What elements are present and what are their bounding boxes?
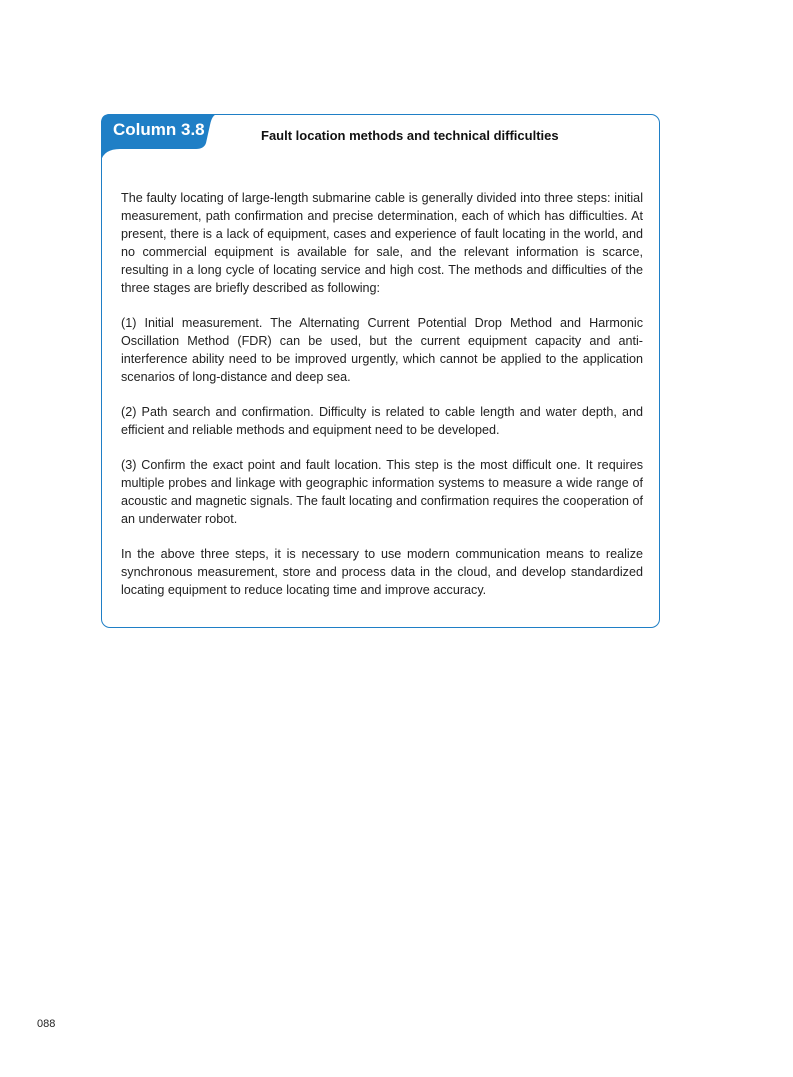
paragraph: (1) Initial measurement. The Alternating Current Potential Drop Method and Harmonic Oscillation Method (FDR) can be used, but the current equipment capacity and anti-interference ability need to be improved urgently, which cannot be applied to the application scenarios of long-distance and deep sea. [121, 316, 643, 384]
column-label: Column 3.8 [113, 120, 205, 139]
paragraph: (3) Confirm the exact point and fault location. This step is the most difficult one. It requires multiple probes and linkage with geographic information systems to measure a wide range of acoustic and magnetic signals. The fault locating and confirmation requires the cooperation of an underwater robot. [121, 458, 643, 526]
paragraph: In the above three steps, it is necessary to use modern communication means to realize synchronous measurement, store and process data in the cloud, and develop standardized locating equipment to reduce locating time and improve accuracy. [121, 547, 643, 597]
page-number: 088 [37, 1018, 56, 1030]
column-title: Fault location methods and technical difficulties [261, 128, 559, 143]
paragraph: (2) Path search and confirmation. Difficulty is related to cable length and water depth, and efficient and reliable methods and equipment need to be developed. [121, 405, 643, 437]
column-body [121, 189, 643, 616]
paragraph: The faulty locating of large-length submarine cable is generally divided into three steps: initial measurement, path confirmation and precise determination, each of which has difficulties. At present, there is a lack of equipment, cases and experience of fault locating in the world, and no commercial equipment is available for sale, and the relevant information is scarce, resulting in a long cycle of locating service and high cost. The methods and difficulties of the three stages are briefly described as following: [121, 191, 643, 295]
